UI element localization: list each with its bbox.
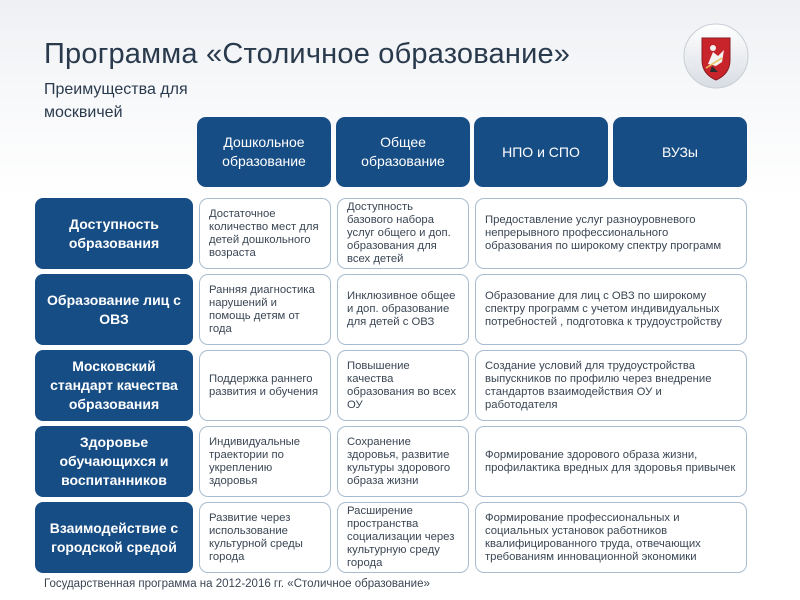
- cell-text: Инклюзивное общее и доп. образование для детей с ОВЗ: [347, 290, 456, 328]
- cell-quality-general: [337, 350, 469, 421]
- moscow-coat-of-arms-icon: [682, 22, 750, 90]
- cell-quality-preschool: [199, 350, 331, 421]
- page-subtitle: Преимущества для москвичей: [44, 81, 188, 120]
- column-header-preschool: Дошкольное образование: [197, 117, 331, 187]
- cell-accessibility-general: [337, 198, 469, 269]
- column-header-universities: ВУЗы: [613, 117, 747, 187]
- cell-urban-vocational-higher: [475, 502, 747, 573]
- row-label-disabilities: Образование лиц с ОВЗ: [35, 274, 193, 345]
- cell-text: Сохранение здоровья, развитие культуры здорового образа жизни: [347, 435, 451, 487]
- cell-health-vocational-higher: [475, 426, 747, 497]
- cell-disabilities-general: [337, 274, 469, 345]
- cell-text: Ранняя диагностика нарушений и помощь детям от года: [209, 283, 315, 335]
- cell-text: Формирование здорового образа жизни, профилактика вредных для здоровья привычек: [485, 448, 736, 474]
- cell-text: Повышение качества образования во всех ОУ: [347, 359, 456, 411]
- page-title: Программа «Столичное образование»: [44, 38, 571, 70]
- cell-accessibility-vocational-higher: [475, 198, 747, 269]
- column-header-general: Общее образование: [336, 117, 470, 187]
- cell-urban-preschool: [199, 502, 331, 573]
- row-label-quality-standard: Московский стандарт качества образования: [35, 350, 193, 421]
- cell-text: Доступность базового набора услуг общего и доп. образования для всех детей: [347, 201, 451, 265]
- cell-accessibility-preschool: [199, 198, 331, 269]
- row-label-urban-environment: Взаимодействие с городской средой: [35, 502, 193, 573]
- footer-note: Государственная программа на 2012-2016 гг. «Столичное образование»: [44, 578, 430, 590]
- cell-text: Индивидуальные траектории по укреплению здоровья: [209, 435, 301, 487]
- cell-text: Образование для лиц с ОВЗ по широкому спектру программ с учетом индивидуальных потребностей , подготовка к трудоустройству: [485, 290, 722, 328]
- cell-urban-general: [337, 502, 469, 573]
- cell-disabilities-vocational-higher: [475, 274, 747, 345]
- cell-text: Поддержка раннего развития и обучения: [209, 372, 319, 398]
- row-label-accessibility: Доступность образования: [35, 198, 193, 269]
- cell-disabilities-preschool: [199, 274, 331, 345]
- cell-text: Достаточное количество мест для детей дошкольного возраста: [209, 207, 319, 259]
- cell-text: Предоставление услуг разноуровневого непрерывного профессионального образования по широкому спектру программ: [485, 214, 722, 252]
- cell-text: Формирование профессиональных и социальных установок работников квалифицированного труда, отвечающих требованиям инновационной экономики: [485, 511, 701, 563]
- cell-text: Создание условий для трудоустройства выпускников по профилю через внедрение стандартов взаимодействия ОУ и работодателя: [485, 359, 712, 411]
- cell-text: Развитие через использование культурной среды города: [209, 511, 303, 563]
- cell-health-general: [337, 426, 469, 497]
- cell-quality-vocational-higher: [475, 350, 747, 421]
- cell-health-preschool: [199, 426, 331, 497]
- column-header-vocational: НПО и СПО: [474, 117, 608, 187]
- cell-text: Расширение пространства социализации через культурную среду города: [347, 505, 455, 569]
- row-label-health: Здоровье обучающихся и воспитанников: [35, 426, 193, 497]
